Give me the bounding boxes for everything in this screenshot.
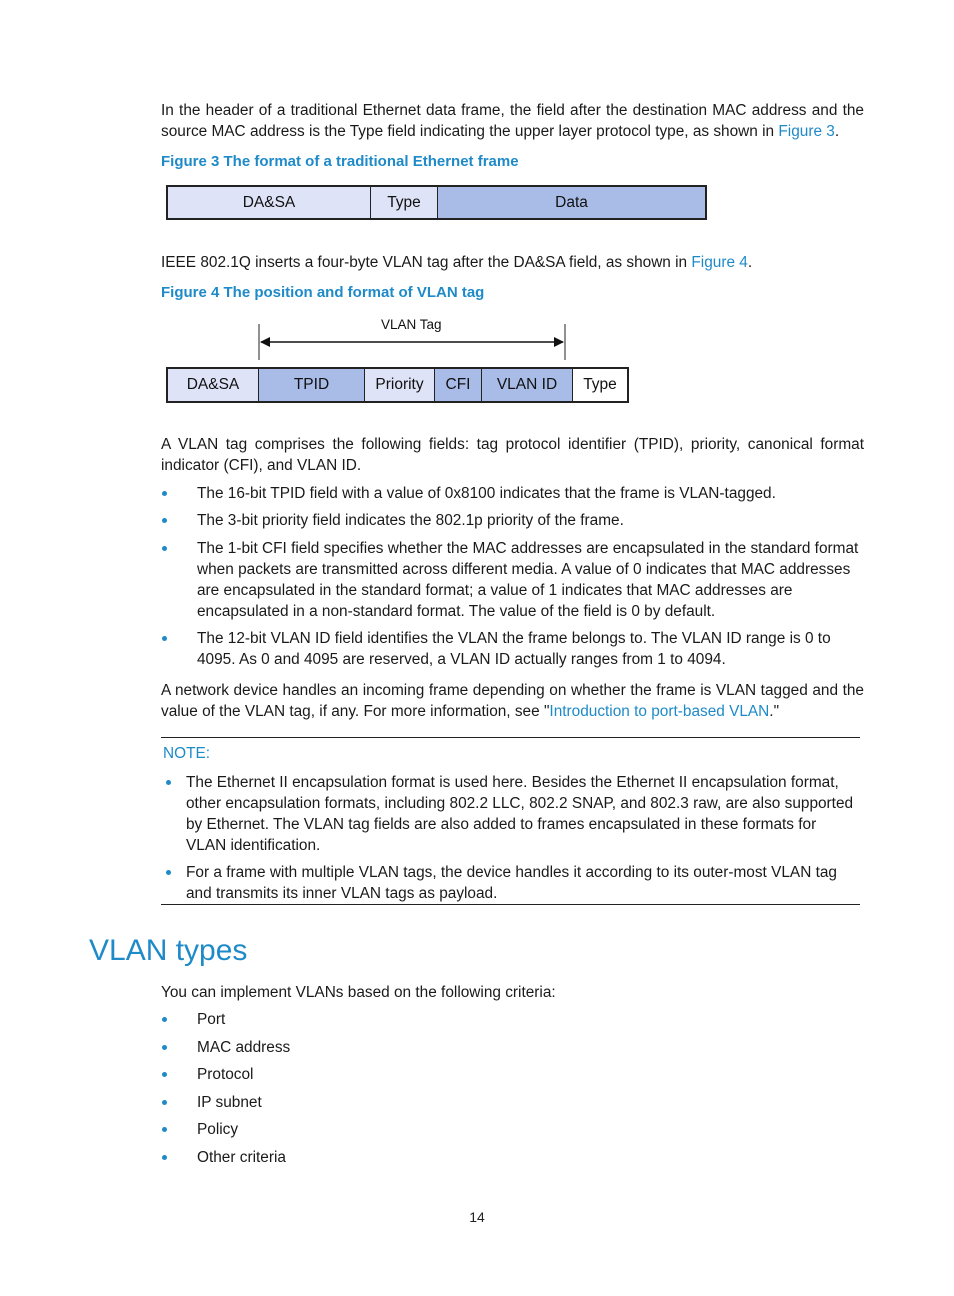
port-based-vlan-link[interactable]: Introduction to port-based VLAN [549,703,770,720]
section-intro: You can implement VLANs based on the following criteria: [161,984,556,1001]
vlan-tag-fields-list [161,483,864,670]
tag-cell-cfi: CFI [435,369,482,401]
frame-handling-paragraph: A network device handles an incoming frame depending on whether the frame is VLAN tagged and the value of the VLAN tag, if any. For more information, see "Introduction to port-based VLAN." [161,682,864,720]
figure-4-link[interactable]: Figure 4 [691,254,748,271]
tag-cell-type: Type [573,369,627,401]
list-item: Other criteria [161,1147,864,1168]
tag-cell-tpid: TPID [259,369,365,401]
note-list [161,772,860,904]
list-item: For a frame with multiple VLAN tags, the device handles it according to its outer-most VLAN tag and transmits its inner VLAN tags as payload. [161,862,860,904]
list-item: The Ethernet II encapsulation format is used here. Besides the Ethernet II encapsulation format, other encapsulation formats, including 802.2 LLC, 802.2 SNAP, and 802.3 raw, are also supported by Ethernet. The VLAN tag fields are also added to frames encapsulated in these formats for VLAN identification. [161,772,860,856]
vlan-tag-frame-diagram [166,367,629,403]
bullet-icon [166,780,171,785]
figure-4-caption: Figure 4 The position and format of VLAN tag [161,284,485,301]
bullet-icon [162,636,167,641]
list-item: Protocol [161,1064,864,1085]
figure-3-link[interactable]: Figure 3 [778,123,835,140]
note-bottom-rule [161,904,860,905]
bullet-icon [162,1127,167,1132]
vlan-tag-span-arrow [255,322,571,362]
list-item: The 3-bit priority field indicates the 802.1p priority of the frame. [161,510,864,531]
bullet-icon [162,1017,167,1022]
bullet-icon [162,518,167,523]
bullet-icon [162,1045,167,1050]
vlan-tag-fields-paragraph: A VLAN tag comprises the following fields: tag protocol identifier (TPID), priority, canonical format indicator (CFI), and VLAN ID. [161,436,864,474]
note-top-rule [161,737,860,738]
note-title: NOTE: [163,745,211,762]
bullet-icon [162,1100,167,1105]
list-item: The 16-bit TPID field with a value of 0x8100 indicates that the frame is VLAN-tagged. [161,483,864,504]
bullet-icon [162,1155,167,1160]
frame-cell-da-sa: DA&SA [168,187,371,218]
list-item: IP subnet [161,1092,864,1113]
bullet-icon [162,1072,167,1077]
figure-3-caption: Figure 3 The format of a traditional Ethernet frame [161,153,519,170]
bullet-icon [166,870,171,875]
list-item: Policy [161,1119,864,1140]
tag-cell-vlan-id: VLAN ID [482,369,573,401]
tag-cell-priority: Priority [365,369,435,401]
list-item: Port [161,1009,864,1030]
page-number: 14 [469,1209,485,1225]
ethernet-frame-diagram [166,185,707,220]
frame-cell-data: Data [438,187,705,218]
list-item: The 1-bit CFI field specifies whether the MAC addresses are encapsulated in the standard format when packets are transmitted across different media. A value of 0 indicates that MAC addresses are encapsulated in the standard format; a value of 1 indicates that MAC addresses are encapsulated in a non-standard format. The value of the field is 0 by default. [161,538,864,622]
list-item: The 12-bit VLAN ID field identifies the VLAN the frame belongs to. The VLAN ID range is 0 to 4095. As 0 and 4095 are reserved, a VLAN ID actually ranges from 1 to 4094. [161,628,864,670]
tag-cell-da-sa: DA&SA [168,369,259,401]
frame-cell-type: Type [371,187,438,218]
vlan-criteria-list [161,1009,864,1168]
bullet-icon [162,491,167,496]
list-item: MAC address [161,1037,864,1058]
vlan-tag-label: VLAN Tag [381,317,442,332]
bullet-icon [162,546,167,551]
ieee-paragraph: IEEE 802.1Q inserts a four-byte VLAN tag after the DA&SA field, as shown in Figure 4. [161,254,753,271]
section-heading: VLAN types [89,934,248,967]
intro-paragraph: In the header of a traditional Ethernet data frame, the field after the destination MAC address and the source MAC address is the Type field indicating the upper layer protocol type, as shown in Figure 3. [161,102,864,140]
